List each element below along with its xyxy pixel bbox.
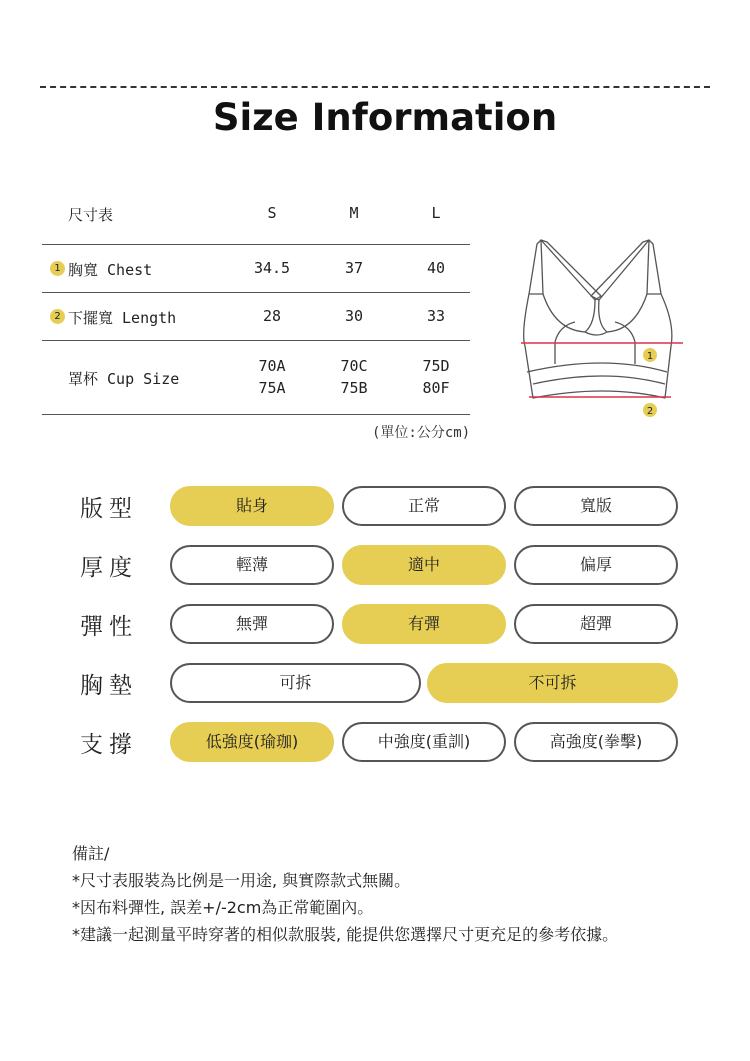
unit-note: (單位:公分cm)	[372, 425, 471, 441]
note-line: *尺寸表服裝為比例是一用途, 與實際款式無關。	[72, 871, 411, 890]
size-table	[42, 196, 470, 415]
table-row-chest	[42, 245, 470, 293]
badge-1: 1	[50, 261, 65, 276]
table-row-cup-size	[42, 341, 470, 415]
option-fit-regular[interactable]: 正常	[342, 486, 506, 526]
option-fit-loose[interactable]: 寬版	[514, 486, 678, 526]
option-padding-removable[interactable]: 可拆	[170, 663, 421, 703]
badge-2: 2	[50, 309, 65, 324]
sports-bra-diagram	[515, 234, 695, 424]
table-header-label: 尺寸表	[68, 206, 114, 224]
option-padding-fixed[interactable]: 不可拆	[427, 663, 678, 703]
option-stretch-some[interactable]: 有彈	[342, 604, 506, 644]
note-line: *建議一起測量平時穿著的相似款服裝, 能提供您選擇尺寸更充足的參考依據。	[72, 925, 619, 944]
option-thickness-thin[interactable]: 輕薄	[170, 545, 334, 585]
table-cell: 28	[262, 307, 282, 325]
page-title: Size Information	[212, 96, 558, 139]
size-s-header: S	[267, 204, 277, 222]
notes-section	[72, 840, 618, 948]
attr-label-stretch: 彈性	[80, 614, 138, 640]
size-l-header: L	[431, 204, 441, 222]
option-stretch-super[interactable]: 超彈	[514, 604, 678, 644]
option-stretch-none[interactable]: 無彈	[170, 604, 334, 644]
option-fit-tight[interactable]: 貼身	[170, 486, 334, 526]
table-header-row	[42, 196, 470, 245]
note-line: *因布料彈性, 誤差+/-2cm為正常範圍內。	[72, 898, 374, 917]
attr-label-thickness: 厚度	[80, 555, 138, 581]
option-thickness-thick[interactable]: 偏厚	[514, 545, 678, 585]
row-label: 下擺寬 Length	[68, 309, 177, 327]
table-cell: 70C 75B	[340, 357, 368, 397]
table-cell: 70A 75A	[258, 357, 286, 397]
badge-1-text: 1	[646, 351, 654, 362]
row-label: 罩杯 Cup Size	[68, 370, 180, 388]
attr-label-support: 支撐	[80, 732, 138, 758]
table-cell: 37	[344, 259, 364, 277]
notes-heading: 備註/	[72, 844, 110, 863]
table-cell: 30	[344, 307, 364, 325]
option-support-low[interactable]: 低強度(瑜珈)	[170, 722, 334, 762]
dashed-divider	[40, 86, 710, 88]
size-m-header: M	[349, 204, 359, 222]
attr-label-padding: 胸墊	[80, 673, 138, 699]
table-cell: 34.5	[253, 259, 291, 277]
table-cell: 33	[426, 307, 446, 325]
table-cell: 40	[426, 259, 446, 277]
table-cell: 75D 80F	[422, 357, 450, 397]
option-support-high[interactable]: 高強度(拳擊)	[514, 722, 678, 762]
table-row-length	[42, 293, 470, 341]
badge-2-text: 2	[646, 406, 654, 417]
option-thickness-medium[interactable]: 適中	[342, 545, 506, 585]
option-support-medium[interactable]: 中強度(重訓)	[342, 722, 506, 762]
row-label: 胸寬 Chest	[68, 261, 153, 279]
attr-label-fit: 版型	[80, 496, 138, 522]
